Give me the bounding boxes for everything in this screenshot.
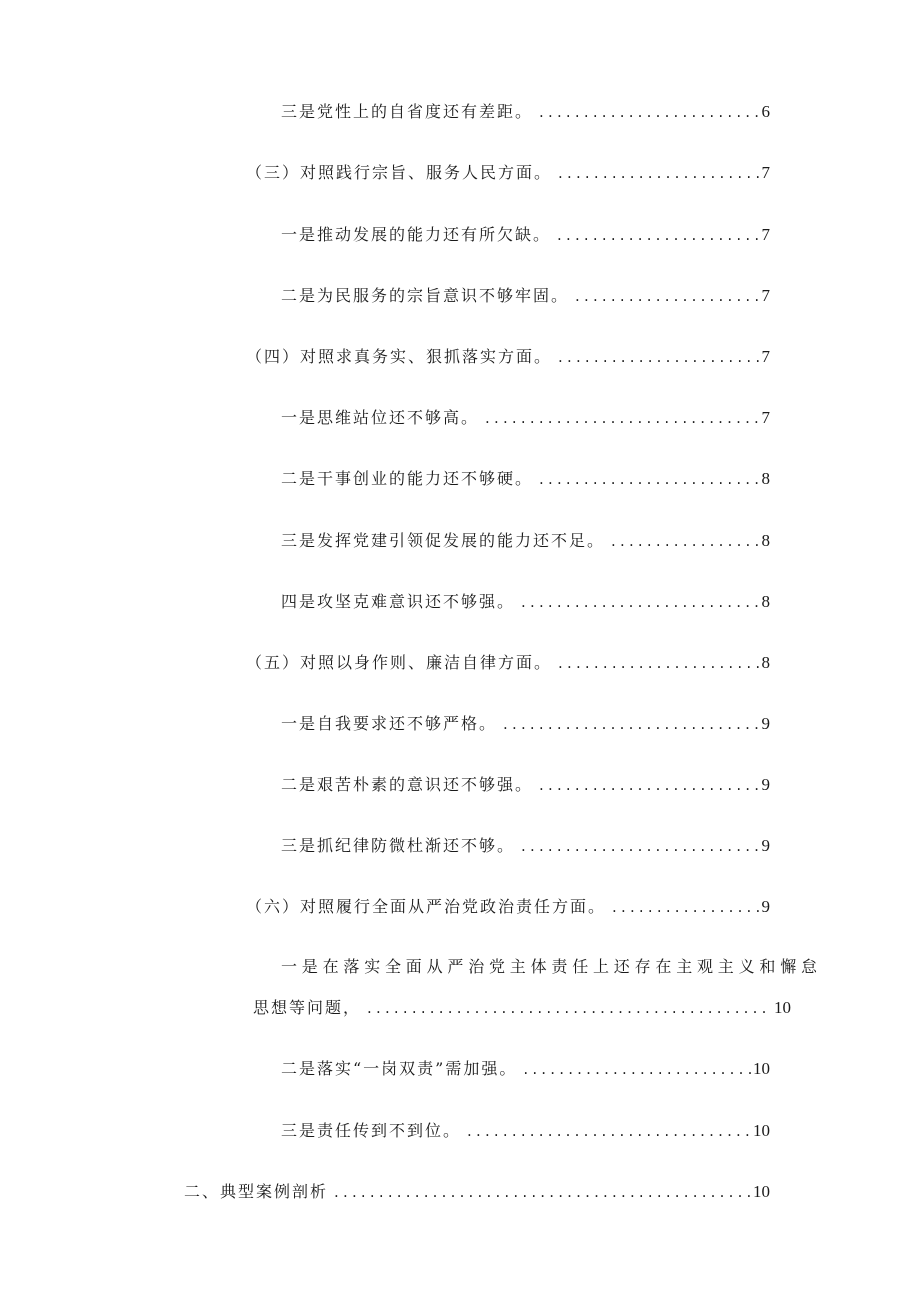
toc-entry-text: （六）对照履行全面从严治党政治责任方面。 <box>246 897 607 916</box>
dot-leader <box>552 652 759 674</box>
dot-leader <box>517 1058 751 1080</box>
toc-entry[interactable] <box>281 101 770 123</box>
toc-entry[interactable] <box>281 468 770 490</box>
toc-entry-text: （五）对照以身作则、廉洁自律方面。 <box>246 653 553 672</box>
toc-entry[interactable] <box>246 346 770 368</box>
toc-page-number: 8 <box>761 592 770 611</box>
toc-page-number: 10 <box>774 998 791 1017</box>
toc-entry[interactable] <box>281 591 770 613</box>
dot-leader <box>497 713 759 735</box>
dot-leader <box>479 407 759 429</box>
toc-page-number: 9 <box>761 714 770 733</box>
toc-page-number: 10 <box>753 1059 770 1078</box>
toc-entry-text: 三是责任传到不到位。 <box>281 1121 462 1140</box>
toc-entry-text: 二、典型案例剖析 <box>184 1182 329 1201</box>
toc-entry[interactable] <box>281 407 770 429</box>
toc-page-number: 10 <box>753 1121 770 1140</box>
toc-entry-text: 三是党性上的自省度还有差距。 <box>281 102 534 121</box>
toc-entry-text: 三是发挥党建引领促发展的能力还不足。 <box>281 531 606 550</box>
toc-entry-text: （三）对照践行宗旨、服务人民方面。 <box>246 163 553 182</box>
toc-page-number: 7 <box>761 286 770 305</box>
dot-leader <box>606 896 759 918</box>
toc-entry[interactable] <box>246 896 770 918</box>
toc-entry-text: 二是干事创业的能力还不够硬。 <box>281 469 534 488</box>
dot-leader <box>515 835 759 857</box>
dot-leader <box>551 224 759 246</box>
toc-page-number: 8 <box>761 531 770 550</box>
toc-entry[interactable] <box>281 530 770 552</box>
toc-page-number: 9 <box>761 897 770 916</box>
dot-leader <box>569 285 759 307</box>
dot-leader <box>328 1181 751 1203</box>
toc-entry-text-line1[interactable]: 一是在落实全面从严治党主体责任上还存在主观主义和懈怠 <box>281 957 822 976</box>
toc-entry-text: 二是为民服务的宗旨意识不够牢固。 <box>281 286 570 305</box>
dot-leader <box>533 774 759 796</box>
dot-leader <box>515 591 759 613</box>
toc-entry-text: 四是攻坚克难意识还不够强。 <box>281 592 516 611</box>
toc-entry[interactable] <box>281 285 770 307</box>
toc-page-number: 10 <box>753 1182 770 1201</box>
toc-page-number: 8 <box>761 469 770 488</box>
toc-entry[interactable] <box>246 162 770 184</box>
toc-entry[interactable] <box>253 997 791 1019</box>
toc-entry-text: 二是落实“一岗双责”需加强。 <box>281 1059 518 1078</box>
toc-entry[interactable] <box>281 774 770 796</box>
toc-entry-text: 一是自我要求还不够严格。 <box>281 714 498 733</box>
toc-entry[interactable] <box>281 1058 770 1080</box>
toc-entry[interactable] <box>246 652 770 674</box>
toc-entry[interactable] <box>184 1181 770 1203</box>
toc-entry[interactable] <box>281 224 770 246</box>
toc-page-number: 7 <box>761 408 770 427</box>
toc-entry[interactable] <box>281 835 770 857</box>
toc-page-number: 9 <box>761 775 770 794</box>
dot-leader <box>361 997 772 1019</box>
toc-entry-text: （四）对照求真务实、狠抓落实方面。 <box>246 347 553 366</box>
toc-entry-text: 一是推动发展的能力还有所欠缺。 <box>281 225 552 244</box>
toc-page-number: 6 <box>761 102 770 121</box>
dot-leader <box>552 162 759 184</box>
toc-entry[interactable] <box>281 713 770 735</box>
dot-leader <box>533 101 759 123</box>
toc-entry-text: 一是思维站位还不够高。 <box>281 408 480 427</box>
toc-page-number: 8 <box>761 653 770 672</box>
dot-leader <box>552 346 759 368</box>
dot-leader <box>605 530 759 552</box>
dot-leader <box>461 1120 751 1142</box>
dot-leader <box>533 468 759 490</box>
toc-page-number: 7 <box>761 163 770 182</box>
toc-page-number: 9 <box>761 836 770 855</box>
toc-entry-text: 三是抓纪律防微杜渐还不够。 <box>281 836 516 855</box>
toc-entry-text: 二是艰苦朴素的意识还不够强。 <box>281 775 534 794</box>
toc-page-number: 7 <box>761 225 770 244</box>
toc-entry-text: 思想等问题， <box>253 998 362 1017</box>
toc-page-number: 7 <box>761 347 770 366</box>
toc-entry[interactable] <box>281 1120 770 1142</box>
